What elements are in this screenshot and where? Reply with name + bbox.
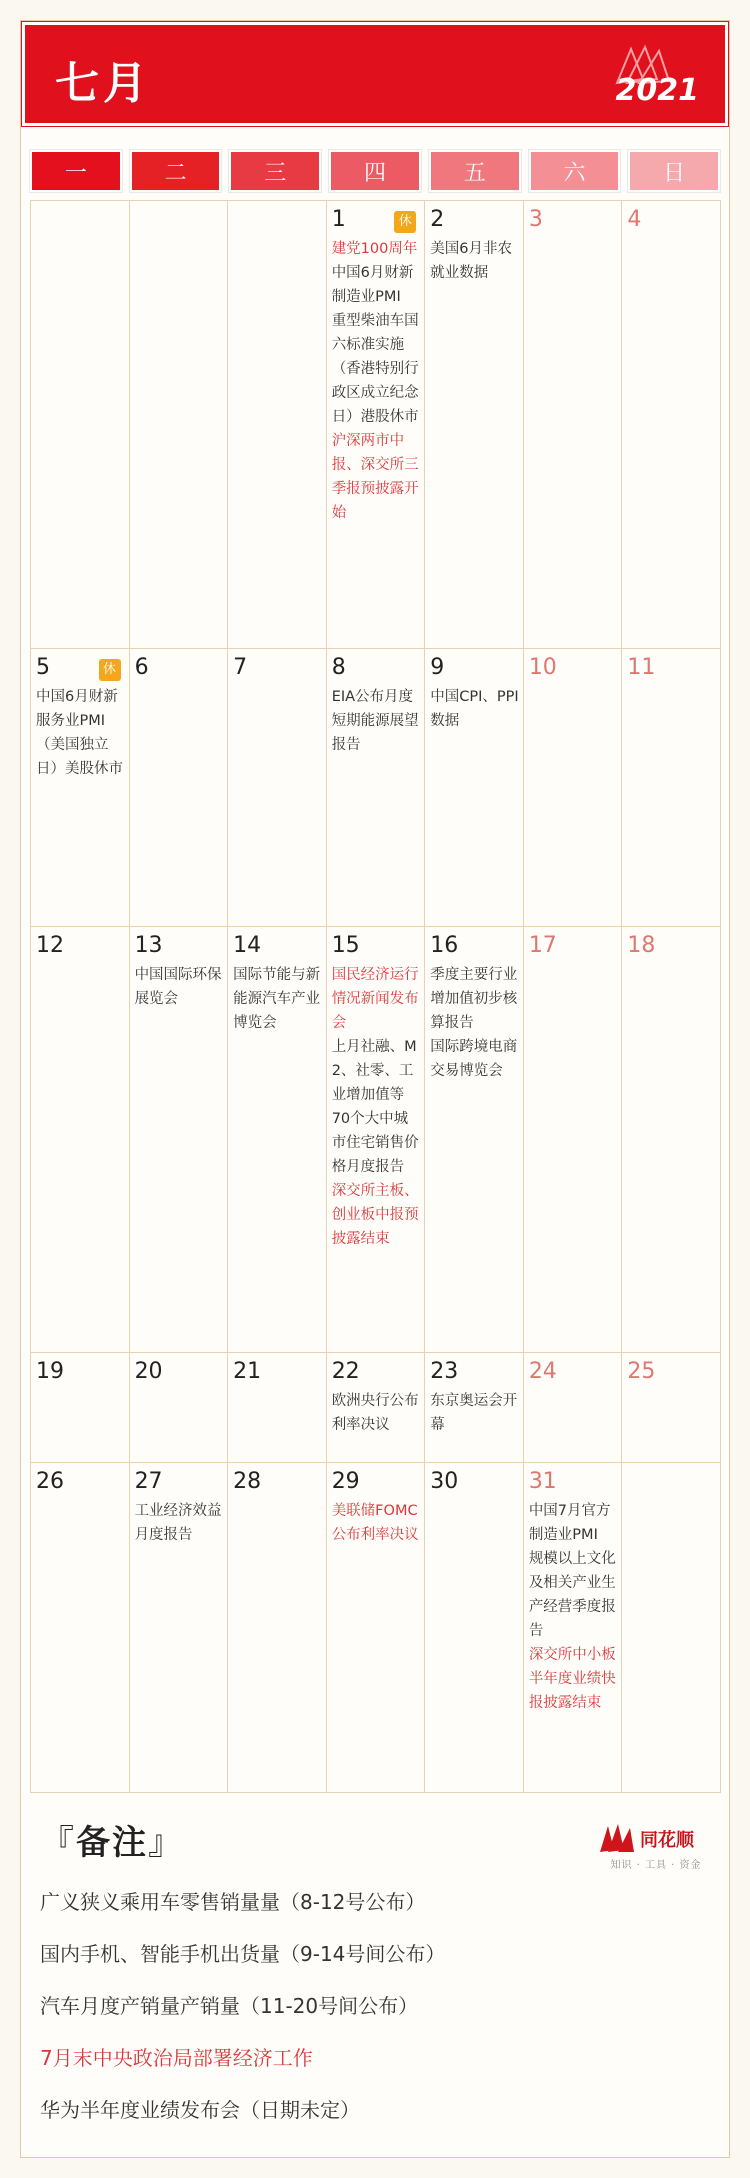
event-text: 70个大中城市住宅销售价格月度报告: [331, 1111, 419, 1175]
calendar-grid: [30, 200, 721, 1793]
day-cell[interactable]: [425, 927, 524, 1353]
day-cell[interactable]: [524, 1353, 623, 1463]
note-item: 广义狭义乘用车零售销量量（8-12号公布）: [40, 1890, 426, 1914]
event-text: 季度主要行业增加值初步核算报告: [430, 967, 518, 1031]
day-number: 19: [36, 1359, 64, 1384]
event-text: 中国6月财新服务业PMI: [36, 689, 118, 729]
day-cell[interactable]: [228, 649, 327, 927]
week-row: [31, 927, 721, 1353]
note-item: 7月末中央政治局部署经济工作: [40, 2046, 313, 2070]
day-number: 9: [430, 655, 445, 680]
week-row: [31, 1353, 721, 1463]
day-cell[interactable]: [130, 927, 229, 1353]
day-number: 26: [36, 1469, 64, 1494]
day-number: 31: [528, 1469, 557, 1494]
day-cell[interactable]: [425, 201, 524, 649]
weekday-6: 六: [529, 150, 621, 192]
day-cell[interactable]: [425, 1353, 524, 1463]
day-cell[interactable]: [524, 1463, 623, 1793]
day-cell[interactable]: [228, 1463, 327, 1793]
notes-title-text: 备注: [76, 1823, 148, 1863]
event-text: 规模以上文化及相关产业生产经营季度报告: [528, 1551, 616, 1639]
day-number: 20: [134, 1359, 163, 1384]
event-text: 建党100周年: [331, 241, 418, 257]
event-text: 东京奥运会开幕: [430, 1393, 518, 1433]
day-cell[interactable]: [228, 1353, 327, 1463]
day-number: 16: [430, 933, 459, 958]
note-item: 汽车月度产销量产销量（11-20号间公布）: [40, 1994, 419, 2018]
event-text: 深交所中小板半年度业绩快报披露结束: [528, 1647, 616, 1711]
brand-tagline: 知识 · 工具 · 资金: [610, 1860, 702, 1871]
note-item: 国内手机、智能手机出货量（9-14号间公布）: [40, 1942, 446, 1966]
week-row: [31, 1463, 721, 1793]
day-number: 6: [134, 655, 149, 680]
event-text: 中国7月官方制造业PMI: [528, 1503, 611, 1543]
day-number: 27: [134, 1469, 163, 1494]
event-text: 工业经济效益月度报告: [134, 1503, 222, 1543]
event-text: 上月社融、M2、社零、工业增加值等: [331, 1039, 417, 1103]
day-number: 22: [331, 1359, 360, 1384]
day-cell[interactable]: [524, 649, 623, 927]
event-text: 国际跨境电商交易博览会: [430, 1039, 518, 1079]
day-cell[interactable]: [327, 1463, 426, 1793]
day-number: 1: [331, 207, 346, 232]
brand-name: 同花顺: [640, 1830, 694, 1851]
day-cell[interactable]: [622, 1353, 721, 1463]
event-text: （美国独立日）美股休市: [36, 737, 123, 777]
weekday-3: 三: [229, 150, 321, 192]
weekday-2: 二: [130, 150, 222, 192]
day-cell[interactable]: [622, 649, 721, 927]
day-number: 10: [528, 655, 557, 680]
event-text: 中国CPI、PPI数据: [430, 689, 519, 729]
weekday-7: 日: [628, 150, 720, 192]
day-number: 4: [627, 207, 642, 232]
brand-logo: [596, 1820, 716, 1880]
day-number: 30: [430, 1469, 459, 1494]
day-cell[interactable]: [327, 1353, 426, 1463]
day-cell[interactable]: [622, 201, 721, 649]
event-text: 美联储FOMC公布利率决议: [331, 1503, 419, 1543]
year-label: 2021: [615, 73, 699, 108]
day-number: 18: [627, 933, 656, 958]
event-text: 深交所主板、创业板中报预披露结束: [331, 1183, 419, 1247]
day-cell[interactable]: [327, 201, 426, 649]
day-number: 12: [36, 933, 64, 958]
day-number: 14: [233, 933, 262, 958]
event-text: 国民经济运行情况新闻发布会: [331, 967, 419, 1031]
day-cell[interactable]: [130, 649, 229, 927]
week-row: [31, 649, 721, 927]
event-text: 重型柴油车国六标准实施: [331, 313, 419, 353]
day-cell[interactable]: [31, 1463, 130, 1793]
event-text: 美国6月非农就业数据: [430, 241, 512, 281]
event-text: 沪深两市中报、深交所三季报预披露开始: [331, 433, 419, 521]
day-cell[interactable]: [228, 927, 327, 1353]
day-cell[interactable]: [327, 927, 426, 1353]
day-number: 17: [528, 933, 557, 958]
weekday-5: 五: [429, 150, 521, 192]
day-number: 8: [331, 655, 346, 680]
week-row: [31, 201, 721, 649]
day-cell[interactable]: [130, 201, 229, 649]
day-number: 15: [331, 933, 360, 958]
day-number: 25: [627, 1359, 656, 1384]
day-number: 3: [528, 207, 543, 232]
day-number: 23: [430, 1359, 459, 1384]
notes-open-quote: 『: [40, 1823, 76, 1863]
day-cell[interactable]: [327, 649, 426, 927]
day-cell[interactable]: [31, 1353, 130, 1463]
weekday-header-row: [30, 150, 720, 192]
day-number: 21: [233, 1359, 262, 1384]
day-number: 7: [233, 655, 248, 680]
event-text: EIA公布月度短期能源展望报告: [331, 689, 419, 753]
day-number: 24: [528, 1359, 557, 1384]
day-cell[interactable]: [622, 927, 721, 1353]
event-text: 国际节能与新能源汽车产业博览会: [233, 967, 321, 1031]
holiday-badge: 休: [99, 659, 121, 681]
weekday-1: 一: [30, 150, 122, 192]
day-cell[interactable]: [130, 1463, 229, 1793]
day-cell[interactable]: [425, 1463, 524, 1793]
event-text: 欧洲央行公布利率决议: [331, 1393, 419, 1433]
event-text: 中国6月财新制造业PMI: [331, 265, 414, 305]
month-title: 七月: [55, 58, 151, 109]
day-number: 28: [233, 1469, 262, 1494]
day-cell[interactable]: [31, 201, 130, 649]
event-text: （香港特别行政区成立纪念日）港股休市: [331, 361, 419, 425]
day-cell[interactable]: [524, 927, 623, 1353]
day-number: 2: [430, 207, 445, 232]
day-number: 5: [36, 655, 50, 680]
day-cell[interactable]: [130, 1353, 229, 1463]
day-cell[interactable]: [31, 649, 130, 927]
day-cell[interactable]: [31, 927, 130, 1353]
weekday-4: 四: [329, 150, 421, 192]
day-number: 13: [134, 933, 163, 958]
day-cell[interactable]: [228, 201, 327, 649]
calendar-header: [22, 22, 728, 126]
notes-close-quote: 』: [148, 1823, 184, 1863]
notes-list: [40, 1888, 720, 2124]
note-item: 华为半年度业绩发布会（日期未定）: [40, 2098, 360, 2122]
holiday-badge: 休: [394, 211, 416, 233]
day-cell[interactable]: [425, 649, 524, 927]
day-cell[interactable]: [622, 1463, 721, 1793]
day-cell[interactable]: [524, 201, 623, 649]
event-text: 中国国际环保展览会: [134, 967, 222, 1007]
day-number: 29: [331, 1469, 360, 1494]
day-number: 11: [627, 655, 656, 680]
brand-fan-icon: [596, 1822, 636, 1854]
